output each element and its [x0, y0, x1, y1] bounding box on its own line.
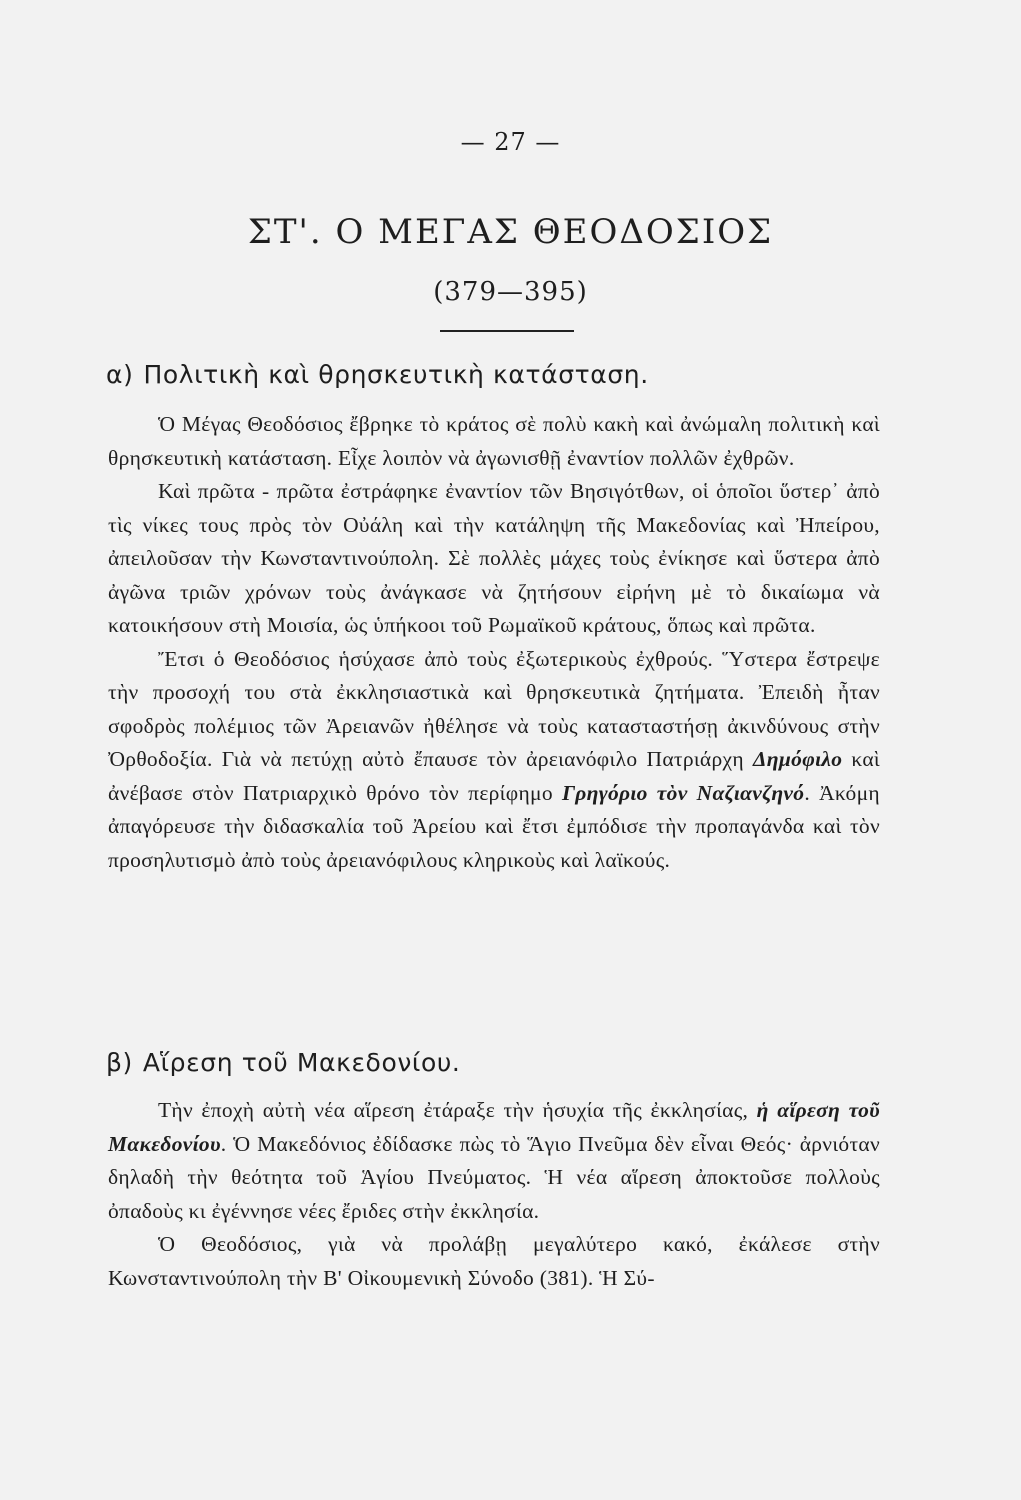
paragraph-text: . Ἀκόμη ἀπαγόρευσε τὴν διδασκαλία τοῦ Ἀρείου καὶ ἔτσι ἐμπόδισε τὴν προπαγάνδα καὶ τὸν προσηλυτισμὸ ἀπὸ τοὺς ἀρειανόφιλους κληρικοὺς καὶ λαϊκούς. [108, 780, 880, 872]
section-b-body [108, 1094, 880, 1295]
section-a-marker: α) [106, 360, 134, 389]
paragraph-text: καὶ ἀνέβασε στὸν Πατριαρχικὸ θρόνο τὸν περίφημο [108, 747, 880, 805]
section-b-marker: β) [106, 1048, 133, 1077]
section-a-body [108, 408, 880, 877]
paragraph [108, 1094, 880, 1228]
section-b-title: Αἵρεση τοῦ Μακεδονίου. [142, 1048, 461, 1077]
title-divider [440, 330, 574, 332]
chapter-dates: (379—395) [433, 277, 588, 307]
paragraph: Ὁ Θεοδόσιος, γιὰ νὰ προλάβῃ μεγαλύτερο κακό, ἐκάλεσε στὴν Κωνσταντινούπολη τὴν Β' Οἰκουμενικὴ Σύνοδο (381). Ἡ Σύ- [108, 1232, 880, 1290]
paragraph: Καὶ πρῶτα - πρῶτα ἐστράφηκε ἐναντίον τῶν Βησιγότθων, οἱ ὁποῖοι ὕστερ᾿ ἀπὸ τὶς νίκες τους πρὸς τὸν Οὐάλη καὶ τὴν κατάληψη τῆς Μακεδονίας καὶ Ἠπείρου, ἀπειλοῦσαν τὴν Κωνσταντινούπολη. Σὲ πολλὲς μάχες τοὺς ἐνίκησε καὶ ὕστερα ἀπὸ ἀγῶνα τριῶν χρόνων τοὺς ἀνάγκασε νὰ ζητήσουν εἰρήνη μὲ τὸ δικαίωμα νὰ κατοικήσουν στὴ Μοισία, ὡς ὑπήκοοι τοῦ Ρωμαϊκοῦ κράτους, ὅπως καὶ πρῶτα. [108, 479, 880, 637]
page-number: — 27 — [460, 128, 561, 156]
chapter-title: ΣΤ'. Ο ΜΕΓΑΣ ΘΕΟΔΟΣΙΟΣ [247, 212, 774, 252]
emphasis-gregory: Γρηγόριο τὸν Ναζιανζηνό [561, 780, 805, 805]
emphasis-heresy: ἡ αἵρεση τοῦ Μακεδονίου [108, 1098, 880, 1156]
paragraph [108, 643, 880, 878]
paragraph-text: Τὴν ἐποχὴ αὐτὴ νέα αἵρεση ἐτάραξε τὴν ἡσυχία τῆς ἐκκλησίας, [158, 1098, 757, 1122]
paragraph-text: . Ὁ Μακεδόνιος ἐδίδασκε πὼς τὸ Ἅγιο Πνεῦμα δὲν εἶναι Θεός· ἀρνιόταν δηλαδὴ τὴν θεότητα τοῦ Ἁγίου Πνεύματος. Ἡ νέα αἵρεση ἀποκτοῦσε πολλοὺς ὀπαδοὺς κι ἐγέννησε νέες ἔριδες στὴν ἐκκλησία. [108, 1131, 880, 1223]
section-b-heading [106, 1048, 460, 1077]
paragraph: Ὁ Μέγας Θεοδόσιος ἔβρηκε τὸ κράτος σὲ πολὺ κακὴ καὶ ἀνώμαλη πολιτικὴ καὶ θρησκευτικὴ κατάσταση. Εἶχε λοιπὸν νὰ ἀγωνισθῇ ἐναντίον πολλῶν ἐχθρῶν. [108, 412, 880, 470]
paragraph-text: Ἔτσι ὁ Θεοδόσιος ἡσύχασε ἀπὸ τοὺς ἐξωτερικοὺς ἐχθρούς. Ὕστερα ἔστρεψε τὴν προσοχή του στὰ ἐκκλησιαστικὰ καὶ θρησκευτικὰ ζητήματα. Ἐπειδὴ ἦταν σφοδρὸς πολέμιος τῶν Ἀρειανῶν ἠθέλησε νὰ τοὺς κατασταστήσῃ ἀκινδύνους στὴν Ὀρθοδοξία. Γιὰ νὰ πετύχῃ αὐτὸ ἔπαυσε τὸν ἀρειανόφιλο Πατριάρχη [108, 646, 880, 771]
section-a-title: Πολιτικὴ καὶ θρησκευτικὴ κατάσταση. [143, 360, 649, 389]
emphasis-demophilos: Δημόφιλο [753, 747, 843, 771]
section-a-heading [106, 360, 649, 389]
